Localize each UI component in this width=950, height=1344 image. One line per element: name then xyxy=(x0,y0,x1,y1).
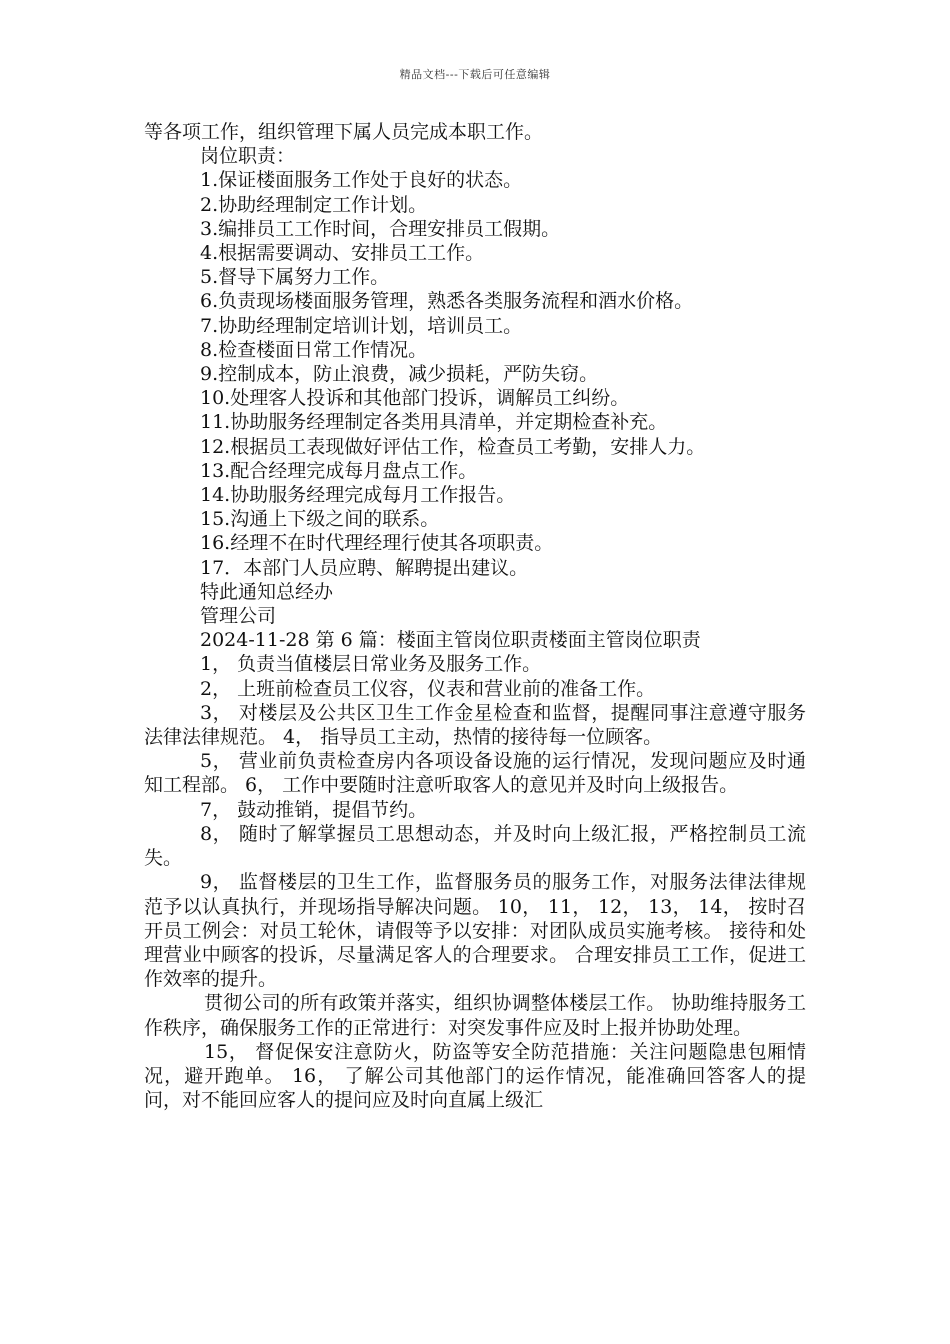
responsibility-paragraph: 9， 监督楼层的卫生工作，监督服务员的服务工作，对服务法律法律规范予以认真执行，并现场指导解决问题。 10， 11， 12， 13， 14， 按时召开员工例会：对员工轮休，请假等予以安排：对团队成员实施考核。 接待和处理营业中顾客的投诉，尽量满足客人的合理要求。 合理安排员工工作，促进工作效率的提升。 xyxy=(144,871,806,991)
duty-item: 3.编排员工工作时间，合理安排员工假期。 xyxy=(200,217,561,240)
document-body xyxy=(144,120,806,1112)
responsibility-paragraph: 7， 鼓动推销，提倡节约。 xyxy=(200,798,428,821)
responsibility-paragraph: 贯彻公司的所有政策并落实，组织协调整体楼层工作。 协助维持服务工作秩序，确保服务工作的正常进行：对突发事件应及时上报并协助处理。 xyxy=(144,992,806,1039)
duty-item: 13.配合经理完成每月盘点工作。 xyxy=(200,459,478,482)
responsibility-paragraph: 15， 督促保安注意防火，防盗等安全防范措施：关注问题隐患包厢情况，避开跑单。 16， 了解公司其他部门的运作情况，能准确回答客人的提问，对不能回应客人的提问应及时向直属上级汇 xyxy=(144,1040,806,1112)
duty-item: 15.沟通上下级之间的联系。 xyxy=(200,508,440,531)
duty-item: 6.负责现场楼面服务管理，熟悉各类服务流程和酒水价格。 xyxy=(200,290,694,313)
duty-item: 4.根据需要调动、安排员工工作。 xyxy=(200,242,485,265)
responsibility-item: 1， 负责当值楼层日常业务及服务工作。 xyxy=(200,653,542,676)
section-heading: 岗位职责： xyxy=(200,145,296,168)
duty-item: 11.协助服务经理制定各类用具清单，并定期检查补充。 xyxy=(200,411,668,434)
duty-item: 9.控制成本，防止浪费，减少损耗，严防失窃。 xyxy=(200,363,599,386)
duty-item: 14.协助服务经理完成每月工作报告。 xyxy=(200,484,516,507)
duty-item: 16.经理不在时代理经理行使其各项职责。 xyxy=(200,532,554,555)
duty-item: 7.协助经理制定培训计划，培训员工。 xyxy=(200,314,523,337)
notice-line: 特此通知总经办 xyxy=(200,580,334,603)
duty-item: 1.保证楼面服务工作处于良好的状态。 xyxy=(200,169,523,192)
responsibility-paragraph: 3， 对楼层及公共区卫生工作金星检查和监督，提醒同事注意遵守服务法律法律规范。 4， 指导员工主动，热情的接待每一位顾客。 xyxy=(144,701,806,749)
responsibility-paragraph: 8， 随时了解掌握员工思想动态，并及时向上级汇报，严格控制员工流失。 xyxy=(144,822,806,870)
company-line: 管理公司 xyxy=(200,605,277,628)
duty-item: 10.处理客人投诉和其他部门投诉，调解员工纠纷。 xyxy=(200,387,630,410)
duty-item: 2.协助经理制定工作计划。 xyxy=(200,193,428,216)
duty-item: 5.督导下属努力工作。 xyxy=(200,266,390,289)
text-line: 等各项工作，组织管理下属人员完成本职工作。 xyxy=(144,121,544,143)
article-title: 2024-11-28 第 6 篇：楼面主管岗位职责楼面主管岗位职责 xyxy=(200,629,701,652)
responsibility-paragraph: 5， 营业前负责检查房内各项设备设施的运行情况，发现问题应及时通知工程部。 6， 工作中要随时注意听取客人的意见并及时向上级报告。 xyxy=(144,750,806,797)
duty-item: 8.检查楼面日常工作情况。 xyxy=(200,338,428,361)
responsibility-item: 2， 上班前检查员工仪容，仪表和营业前的准备工作。 xyxy=(200,677,656,700)
duty-item: 12.根据员工表现做好评估工作，检查员工考勤，安排人力。 xyxy=(200,435,706,458)
page-header: 精品文档---下载后可任意编辑 xyxy=(399,68,551,81)
duty-item: 17．本部门人员应聘、解聘提出建议。 xyxy=(200,556,529,579)
